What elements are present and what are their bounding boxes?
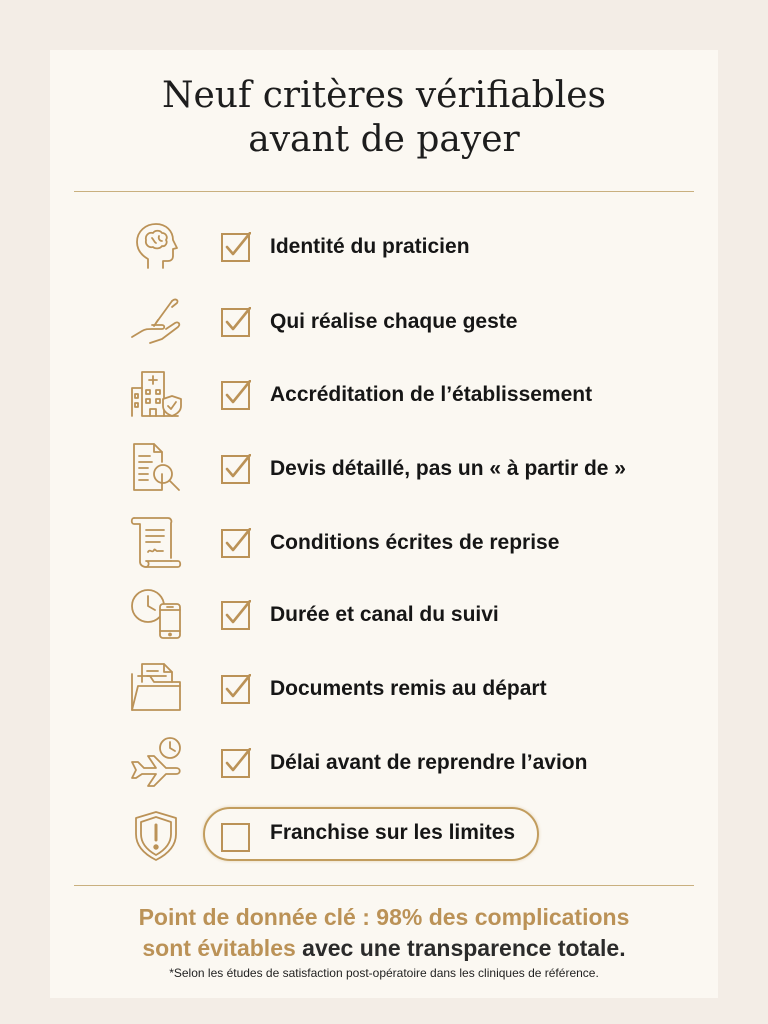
- criterion-label: Documents remis au départ: [270, 677, 547, 700]
- checkbox-checked-icon: [221, 380, 251, 410]
- hospital-shield-icon: [128, 366, 184, 422]
- footnote: *Selon les études de satisfaction post-opératoire dans les cliniques de référence.: [169, 966, 599, 980]
- checkbox-checked-icon: [221, 748, 251, 778]
- criterion-label: Conditions écrites de reprise: [270, 531, 560, 554]
- folder-documents-icon: [128, 660, 184, 716]
- criterion-label: Franchise sur les limites: [270, 821, 516, 844]
- criterion-label: Identité du praticien: [270, 235, 470, 258]
- checkbox-checked-icon: [221, 528, 251, 558]
- criterion-row-identity: [0, 218, 768, 278]
- clock-phone-icon: [128, 586, 184, 642]
- key-point-tail: avec une transparence totale.: [295, 935, 626, 961]
- brain-head-icon: [128, 218, 184, 274]
- key-point: [0, 902, 768, 964]
- checkbox-checked-icon: [221, 454, 251, 484]
- checkbox-unchecked-icon: [221, 822, 251, 852]
- criterion-row-departure-documents: [0, 660, 768, 720]
- bottom-divider: [74, 885, 694, 886]
- airplane-clock-icon: [128, 734, 184, 790]
- checkbox-checked-icon: [221, 600, 251, 630]
- criterion-label: Devis détaillé, pas un « à partir de »: [270, 457, 626, 480]
- criterion-label: Accréditation de l’établissement: [270, 383, 593, 406]
- criterion-label: Délai avant de reprendre l’avion: [270, 751, 588, 774]
- criterion-row-who-performs: [0, 293, 768, 353]
- criterion-label: Qui réalise chaque geste: [270, 310, 518, 333]
- criterion-row-follow-up: [0, 586, 768, 646]
- document-magnifier-icon: [128, 440, 184, 496]
- criterion-row-written-conditions: [0, 514, 768, 574]
- page-title: [0, 74, 768, 162]
- criterion-label: Durée et canal du suivi: [270, 603, 499, 626]
- scroll-contract-icon: [128, 514, 184, 570]
- title-line-2: avant de payer: [248, 119, 520, 160]
- key-point-line-1: Point de donnée clé : 98% des complications: [138, 904, 630, 930]
- checkbox-checked-icon: [221, 307, 251, 337]
- criterion-row-flight-delay: [0, 734, 768, 794]
- key-point-highlight: sont évitables: [142, 935, 296, 961]
- criterion-row-detailed-quote: [0, 440, 768, 500]
- checkbox-checked-icon: [221, 232, 251, 262]
- title-line-1: Neuf critères vérifiables: [161, 75, 607, 116]
- shield-warning-icon: [128, 808, 184, 864]
- hand-scalpel-icon: [128, 293, 184, 349]
- top-divider: [74, 191, 694, 192]
- checkbox-checked-icon: [221, 674, 251, 704]
- criterion-row-accreditation: [0, 366, 768, 426]
- criterion-row-franchise: [0, 808, 768, 868]
